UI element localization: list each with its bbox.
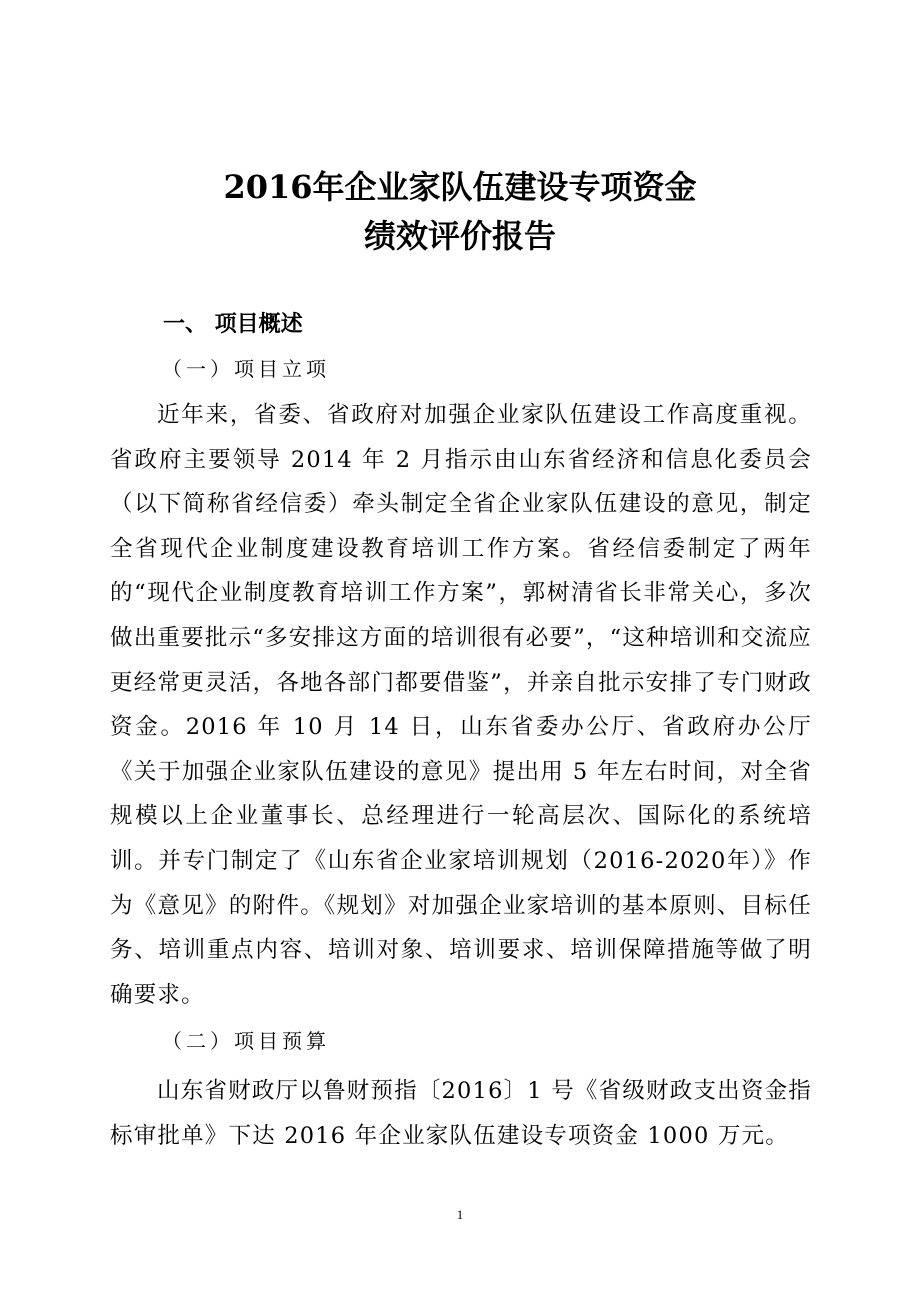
document-title-line-1: 2016年企业家队伍建设专项资金: [223, 168, 697, 206]
page-number: 1: [456, 1207, 464, 1222]
paragraph-project-approval: 近年来，省委、省政府对加强企业家队伍建设工作高度重视。省政府主要领导 2014 年 2 月指示由山东省经济和信息化委员会（以下简称省经信委）牵头制定全省企业家队伍建设的意见，制定全省现代企业制度建设教育培训工作方案。省经信委制定了两年的“现代企业制度教育培训工作方案”，郭树清省长非常关心，多次做出重要批示“多安排这方面的培训很有必要”，“这种培训和交流应更经常更灵活，各地各部门都要借鉴”，并亲自批示安排了专门财政资金。2016 年 10 月 14 日，山东省委办公厅、省政府办公厅《关于加强企业家队伍建设的意见》提出用 5 年左右时间，对全省规模以上企业董事长、总经理进行一轮高层次、国际化的系统培训。并专门制定了《山东省企业家培训规划（2016-2020年）》作为《意见》的附件。《规划》对加强企业家培训的基本原则、目标任务、培训重点内容、培训对象、培训要求、培训保障措施等做了明确要求。: [110, 402, 812, 1008]
subsection-heading-project-approval: （一）项目立项: [162, 357, 330, 381]
document-title-line-2: 绩效评价报告: [363, 217, 556, 255]
paragraph-project-budget: 山东省财政厅以鲁财预指〔2016〕1 号《省级财政支出资金指标审批单》下达 2016 年企业家队伍建设专项资金 1000 万元。: [110, 1078, 812, 1149]
subsection-heading-project-budget: （二）项目预算: [162, 1029, 330, 1053]
section-heading-project-overview: 一、 项目概述: [163, 312, 303, 337]
